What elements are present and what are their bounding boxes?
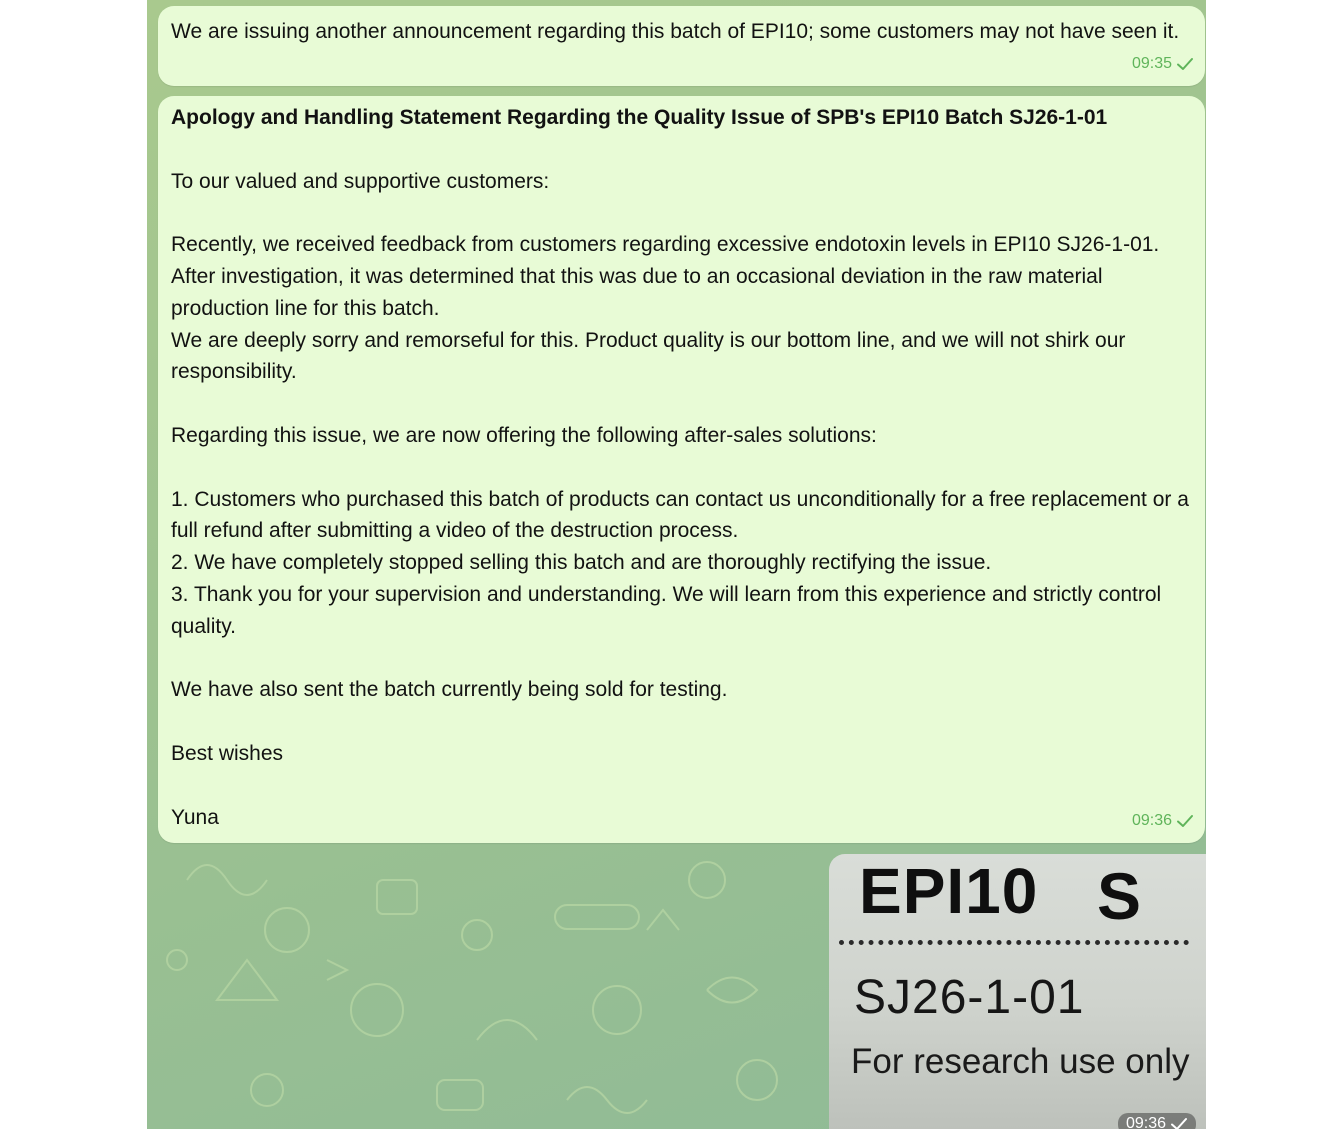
chat-area [147,0,1206,1129]
announcement-paragraph: We are deeply sorry and remorseful for this. Product quality is our bottom line, and we will not shirk our responsibility. [171,328,1132,384]
label-research-note: For research use only [851,1042,1190,1081]
label-dotted-divider [839,940,1189,945]
message-time: 09:36 [1131,812,1172,830]
message-time: 09:35 [1131,55,1172,73]
photo-time: 09:36 [1125,1115,1166,1129]
message-meta [1132,805,1194,837]
label-product-code: EPI10 [859,855,1039,927]
announcement-closing: Best wishes [171,741,284,765]
message-bubble[interactable] [158,6,1205,86]
label-size-code: S [1097,859,1142,933]
solution-item: 1. Customers who purchased this batch of products can contact us unconditionally for a free replacement or a full refund after submitting a video of the destruction process. [171,487,1195,543]
single-check-icon [1176,57,1194,71]
announcement-paragraph: Regarding this issue, we are now offering the following after-sales solutions: [171,423,877,447]
announcement-signature: Yuna [171,805,219,829]
announcement-bubble[interactable] [158,96,1205,843]
announcement-paragraph: Recently, we received feedback from customers regarding excessive endotoxin levels in EPI10 SJ26-1-01. After investigation, it was determined that this was due to an occasional deviation in the raw material production line for this batch. [171,233,1164,320]
label-batch-number: SJ26-1-01 [854,971,1085,1024]
message-text: We are issuing another announcement regarding this batch of EPI10; some customers may not have seen it. [171,20,1180,43]
photo-meta [1118,1113,1196,1129]
message-meta [1132,48,1194,80]
solution-item: 3. Thank you for your supervision and understanding. We will learn from this experience and strictly control quality. [171,582,1168,638]
single-check-icon [1176,814,1194,828]
solution-item: 2. We have completely stopped selling this batch and are thoroughly rectifying the issue. [171,551,992,575]
single-check-icon [1170,1117,1188,1129]
announcement-paragraph: We have also sent the batch currently being sold for testing. [171,678,728,702]
announcement-greeting: To our valued and supportive customers: [171,169,550,193]
product-label-photo[interactable] [829,854,1206,1129]
announcement-title: Apology and Handling Statement Regarding the Quality Issue of SPB's EPI10 Batch SJ26-1-01 [171,106,1108,129]
